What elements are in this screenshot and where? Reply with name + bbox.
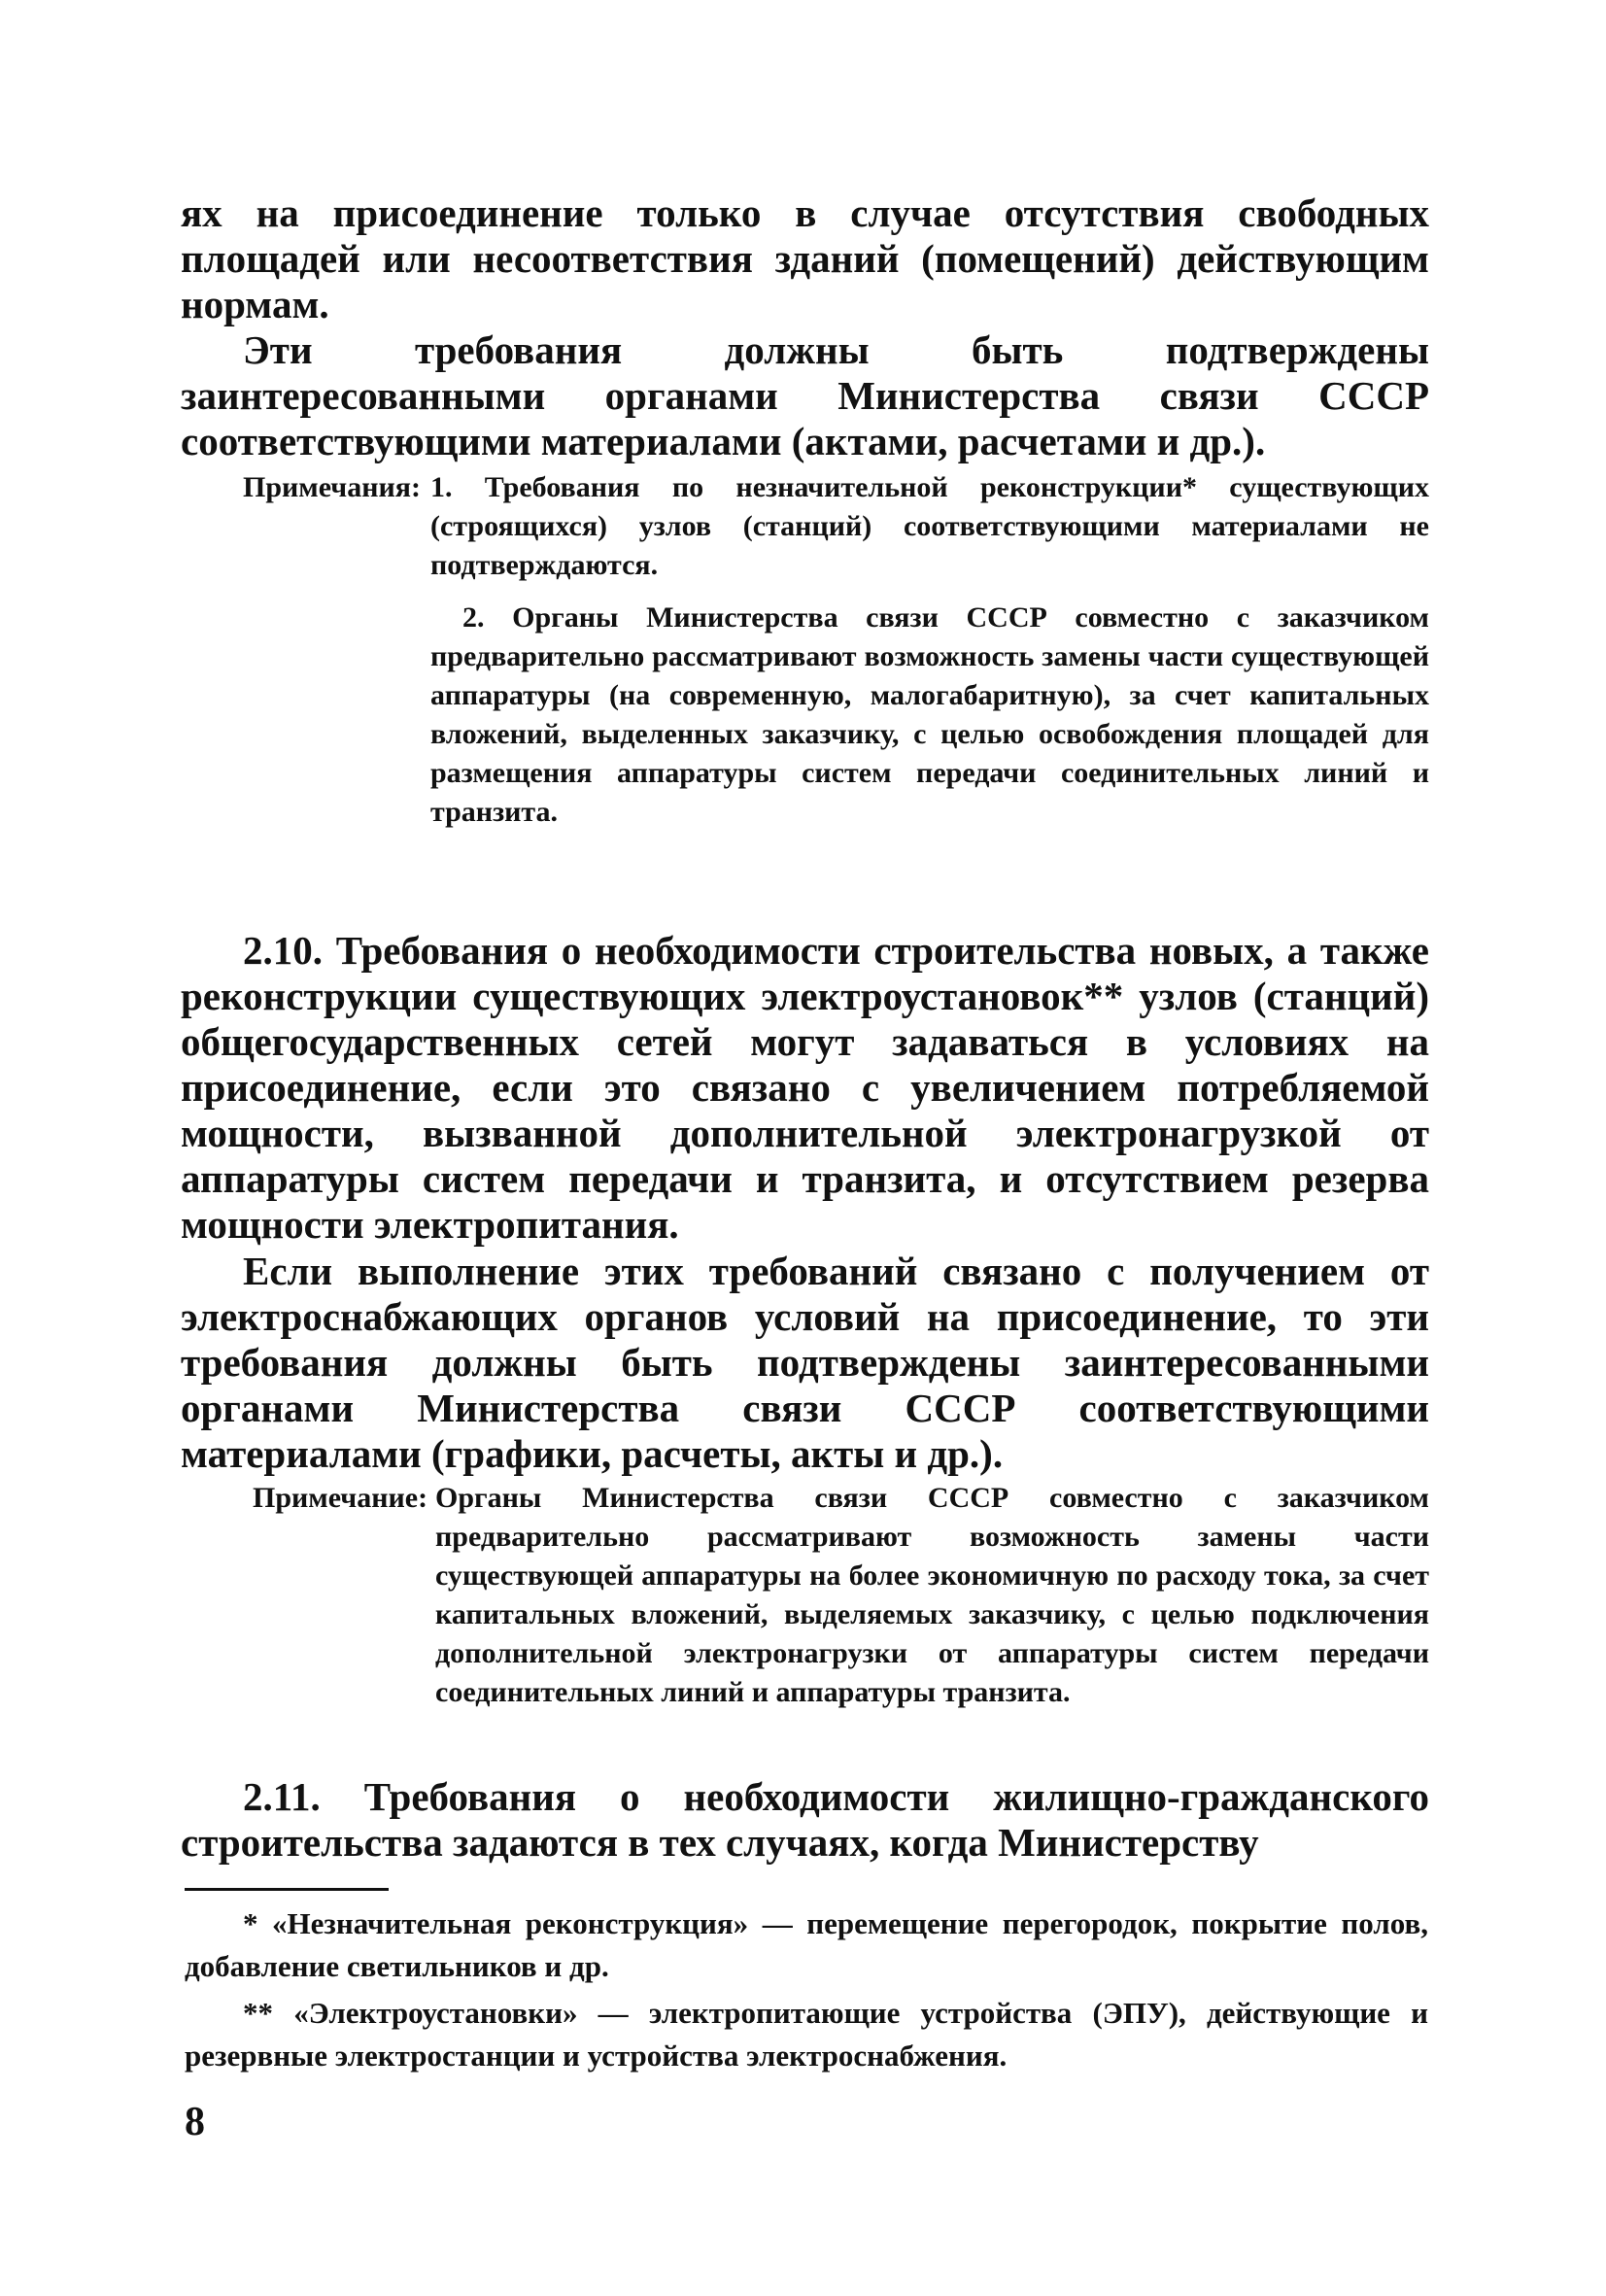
notes-label: Примечания: bbox=[243, 471, 422, 503]
section-2-11: 2.11. Требования о необходимости жилищно-гражданского строительства задаются в тех случаях, когда Министерству bbox=[181, 1774, 1429, 1865]
footnote-1: * «Незначительная реконструкция» — перемещение перегородок, покрытие полов, добавление светильников и др. bbox=[185, 1906, 1428, 1983]
note-1: 1. Требования по незначительной реконструкции* существующих (строящихся) узлов (станций) соответствующими материалами не подтверждаются. bbox=[430, 471, 1429, 581]
paragraph-continuation: ях на присоединение только в случае отсутствия свободных площадей или несоответствия зданий (помещений) действующим нормам. bbox=[181, 190, 1429, 326]
paragraph-electro-supply: Если выполнение этих требований связано с получением от электроснабжающих органов условий на присоединение, то эти требования должны быть подтверждены заинтересованными органами Министерства связи СССР соответствующими материалами (графики, расчеты, акты и др.). bbox=[181, 1249, 1429, 1476]
note-3-label: Примечание: bbox=[253, 1482, 428, 1514]
footnote-divider bbox=[185, 1888, 389, 1891]
paragraph-confirmation: Эти требования должны быть подтверждены заинтересованными органами Министерства связи СССР соответствующими материалами (актами, расчетами и др.). bbox=[181, 327, 1429, 463]
page-number: 8 bbox=[185, 2100, 205, 2144]
section-2-10: 2.10. Требования о необходимости строительства новых, а также реконструкции существующих электроустановок** узлов (станций) общегосударственных сетей могут задаваться в условиях на присоединение, если это связано с увеличением потребляемой мощности, вызванной дополнительной электронагрузкой от аппаратуры систем передачи и транзита, и отсутствием резерва мощности электропитания. bbox=[181, 928, 1429, 1247]
footnote-2: ** «Электроустановки» — электропитающие устройства (ЭПУ), действующие и резервные электростанции и устройства электроснабжения. bbox=[185, 1996, 1428, 2073]
note-3: Органы Министерства связи СССР совместно с заказчиком предварительно рассматривают возможность замены части существующей аппаратуры на более экономичную по расходу тока, за счет капитальных вложений, выделяемых заказчику, с целью подключения дополнительной электронагрузки от аппаратуры систем передачи соединительных линий и аппаратуры транзита. bbox=[435, 1482, 1429, 1708]
note-2: 2. Органы Министерства связи СССР совместно с заказчиком предварительно рассматривают возможность замены части существующей аппаратуры (на современную, малогабаритную), за счет капитальных вложений, выделенных заказчику, с целью освобождения площадей для размещения аппаратуры систем передачи соединительных линий и транзита. bbox=[430, 601, 1429, 828]
